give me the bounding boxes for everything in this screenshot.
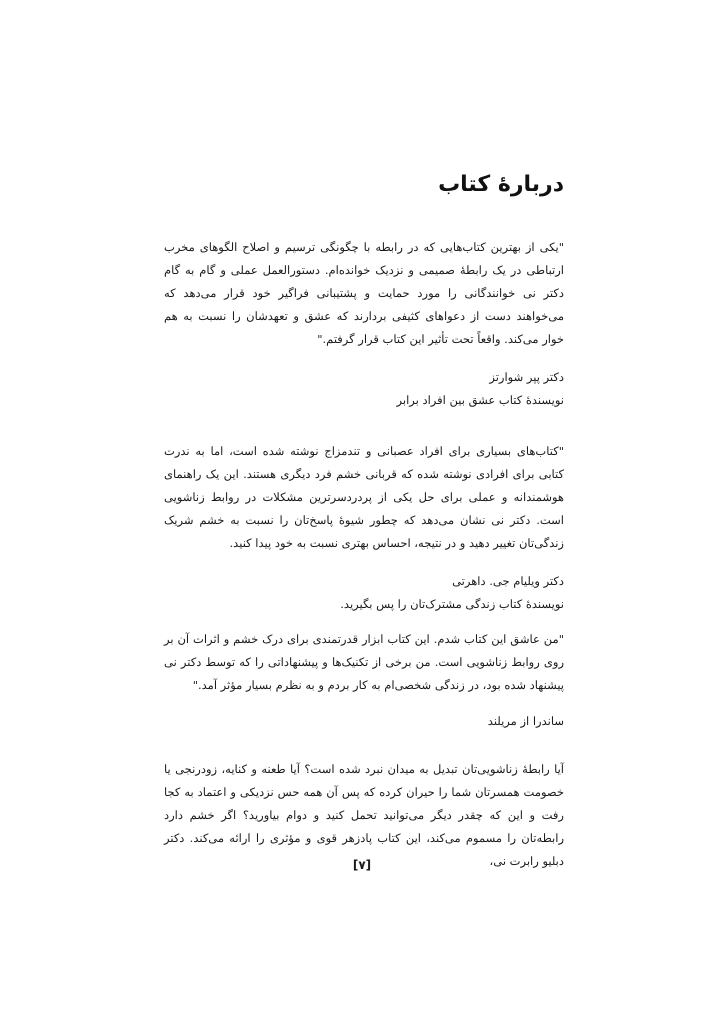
testimonial-author-3: ساندرا از مریلند (487, 714, 564, 728)
testimonial-signature-3 (164, 710, 564, 733)
page-number: [۷] (352, 858, 372, 872)
testimonial-role-2: نویسندهٔ کتاب زندگی مشترک‌تان را پس بگیرید. (340, 597, 564, 611)
testimonial-quote-1: "یکی از بهترین کتاب‌هایی که در رابطه با چگونگی ترسیم و اصلاح الگوهای مخرب ارتباطی در یک رابطهٔ صمیمی و نزدیک خوانده‌ام. دستورالعمل عملی و گام به گام دکتر نی خوانندگانی را مورد حمایت و پشتیبانی فراگیر خود قرار می‌دهد که می‌خواهند دست از دعواهای کثیفی بردارند که عشق و تعهدشان را نسبت به هم خوار می‌کند. واقعاً تحت تأثیر این کتاب قرار گرفتم." (164, 240, 564, 346)
testimonial-signature-1 (164, 366, 564, 412)
testimonial-author-1: دکتر پپر شوارتز (489, 370, 564, 384)
closing-paragraph: آیا رابطهٔ زناشویی‌تان تبدیل به میدان نبرد شده است؟ آیا طعنه و کنایه، زودرنجی یا خصومت همسرتان شما را حیران کرده که پس آن همه حس نزدیکی و اعتماد به کجا رفت و این که چقدر دیگر می‌توانید تحمل کنید و دوام بیاورید؟ اگر خشم دارد رابطه‌تان را مسموم می‌کند، این کتاب پادزهر قوی و مؤثری را ارائه می‌کند. دکتر دبلیو رابرت نی، (164, 762, 564, 868)
testimonial-quote-3: "من عاشق این کتاب شدم. این کتاب ابزار قدرتمندی برای درک خشم و اثرات آن بر روی روابط زناشویی است. من برخی از تکنیک‌ها و پیشنهاداتی را که توسط دکتر نی پیشنهاد شده بود، در زندگی شخصی‌ام به کار بردم و به نظرم بسیار مؤثر آمد." (164, 632, 564, 692)
testimonial-role-1: نویسندهٔ کتاب عشق بین افراد برابر (396, 393, 564, 407)
testimonial-quote-2: "کتاب‌های بسیاری برای افراد عصبانی و تندمزاج نوشته شده است، اما به ندرت کتابی برای افرادی نوشته شده که قربانی خشم فرد دیگری هستند. این یک راهنمای هوشمندانه و عملی برای حل یکی از پردردسرترین مشکلات در روابط زناشویی است. دکتر نی نشان می‌دهد که چطور شیوهٔ پاسخ‌تان را نسبت به خشم شریک زندگی‌تان تغییر دهید و در نتیجه، احساس بهتری نسبت به خود پیدا کنید. (164, 444, 564, 550)
testimonial-author-2: دکتر ویلیام جی. داهرتی (452, 574, 564, 588)
page-title: دربارهٔ کتاب (438, 172, 564, 197)
testimonial-signature-2 (164, 570, 564, 616)
